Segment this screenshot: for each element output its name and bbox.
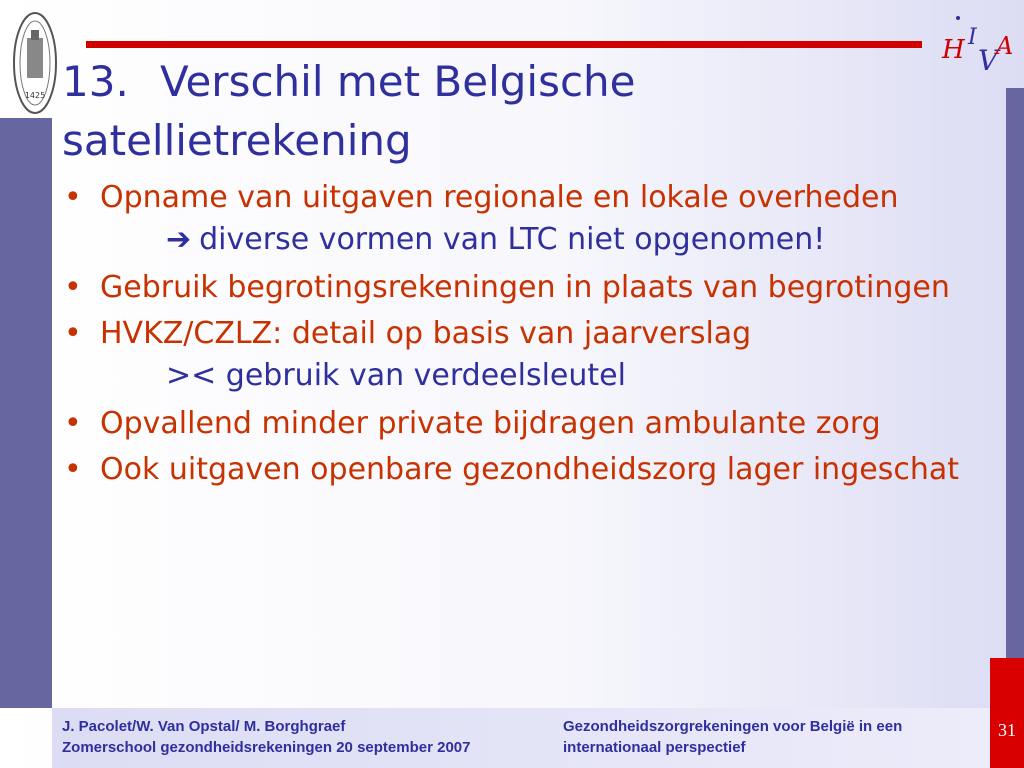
svg-text:I: I: [968, 25, 977, 50]
university-seal-icon: [12, 8, 58, 118]
bullet-dot-icon: •: [64, 270, 82, 305]
bullet-item: [62, 406, 962, 442]
footer-right-line-2: internationaal perspectief: [563, 739, 746, 756]
bullet-item: [62, 452, 962, 488]
sub-item: [62, 358, 962, 394]
title-line-1: Verschil met Belgische: [160, 57, 636, 106]
svg-text:V: V: [978, 44, 999, 77]
svg-text:H: H: [942, 35, 965, 65]
bullet-text: Ook uitgaven openbare gezondheidszorg lager ingeschat: [100, 452, 959, 487]
title-underline: [86, 41, 922, 48]
right-arrow-icon: ➔: [166, 222, 192, 257]
page-number-box: [990, 658, 1024, 768]
bullet-text: HVKZ/CZLZ: detail op basis van jaarverslag: [100, 316, 752, 351]
right-decor-bar: [1006, 88, 1024, 658]
bullet-dot-icon: •: [64, 406, 82, 441]
footer-right-line-1: Gezondheidszorgrekeningen voor België in een: [563, 718, 903, 735]
bullet-dot-icon: •: [64, 180, 82, 215]
title-line-2: satellietrekening: [62, 116, 412, 165]
sub-item-text: diverse vormen van LTC niet opgenomen!: [199, 222, 826, 257]
bullet-item: [62, 270, 962, 306]
slide-title: [62, 52, 962, 170]
sub-item: [62, 222, 962, 258]
bullet-item: [62, 180, 962, 216]
bullet-item: [62, 316, 962, 352]
footer-left-line-1: J. Pacolet/W. Van Opstal/ M. Borghgraef: [62, 718, 346, 735]
svg-text:A: A: [996, 32, 1014, 60]
left-decor-bar: [0, 118, 52, 708]
bullet-dot-icon: •: [64, 452, 82, 487]
bullet-text: Opvallend minder private bijdragen ambulante zorg: [100, 406, 881, 441]
seal-year: 1425: [24, 91, 46, 100]
bullet-text: Opname van uitgaven regionale en lokale overheden: [100, 180, 899, 215]
footer-topic: [563, 716, 963, 758]
title-number: 13.: [62, 57, 129, 106]
bullet-list: [62, 180, 962, 498]
footer-left-line-2: Zomerschool gezondheidsrekeningen 20 september 2007: [62, 739, 471, 756]
bullet-text: Gebruik begrotingsrekeningen in plaats van begrotingen: [100, 270, 950, 305]
bullet-dot-icon: •: [64, 316, 82, 351]
page-number: 31: [998, 720, 1016, 740]
footer-authors: [62, 716, 470, 758]
sub-item-text: >< gebruik van verdeelsleutel: [166, 358, 626, 393]
